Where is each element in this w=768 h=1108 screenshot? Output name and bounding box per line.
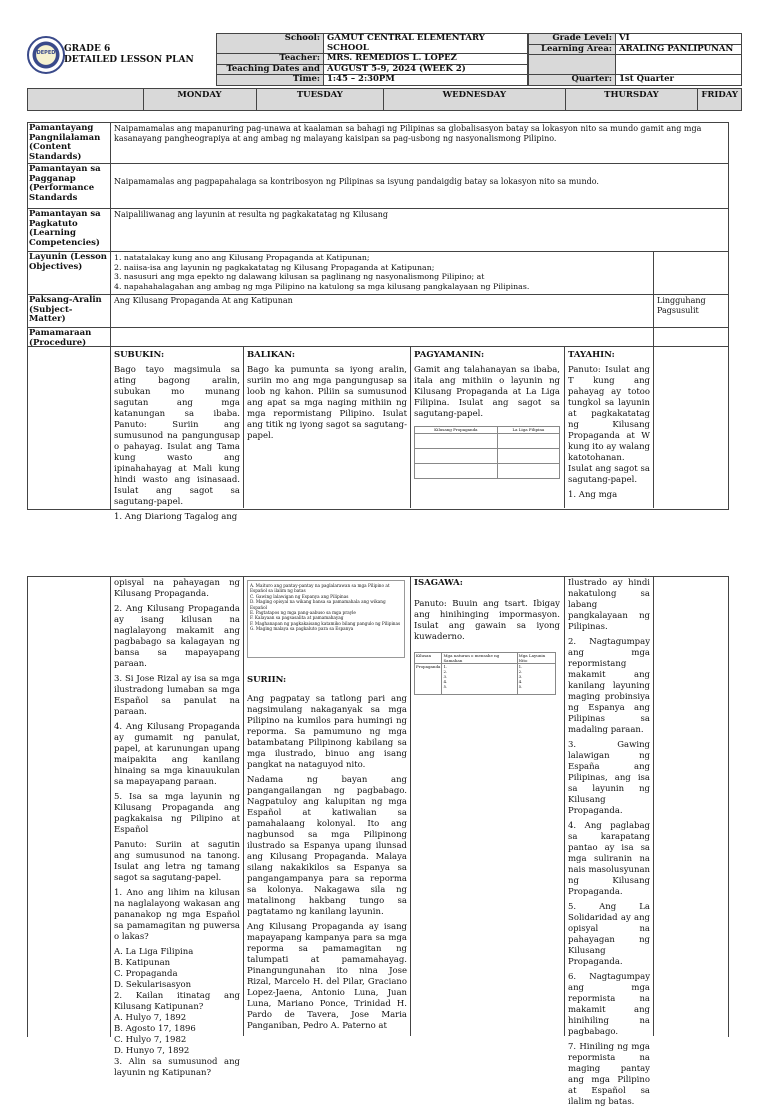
- grade-title: [64, 44, 194, 66]
- tuesday-balikan: [247, 350, 407, 506]
- tayahin-item: 3. Gawing lalawigan ng España ang Pilipinas, ang isa sa layunin ng Kilusang Propaganda.: [568, 740, 650, 816]
- isagawa-text: Panuto: Buuin ang tsart. Ibigay ang hinihinging impormasyon. Isulat ang gawain sa iyong kuwaderno.: [414, 599, 560, 642]
- grade-label: GRADE 6: [64, 44, 111, 54]
- school-label: School:: [217, 34, 324, 54]
- balikan-choice: E. Pagtatapos ng mga pang-aabuso sa mga prayle: [250, 610, 356, 616]
- choice: A. Hulyo 7, 1892: [114, 1013, 187, 1023]
- choice: C. Hulyo 7, 1982: [114, 1035, 187, 1045]
- time-label: Time:: [217, 75, 324, 86]
- balikan-choice: F. Maghanapan ng pagkakaisang katamiko bilang pangulo ng Pilipinas: [250, 620, 401, 626]
- thursday-tayahin: [568, 350, 650, 506]
- balikan-text: Bago ka pumunta sa iyong aralin, suriin mo ang mga pangungusap sa loob ng kahon. Piliin sa sumusunod ang apat sa mga naging mithiin ng mga repormistang Pilipino. Isulat ang titik ng iyong sagot sa sagutang-papel.: [247, 365, 407, 441]
- friday-quiz: Lingguhang Pagsusulit: [657, 296, 706, 315]
- time-value: 1:45 – 2:30PM: [324, 75, 528, 86]
- objective-item: 4. napahahalagahan ang ambag ng mga Pilipino na katulong sa mga kilusang pangkalayaan ng Pilipinas.: [114, 281, 530, 291]
- dates-label: Teaching Dates and: [217, 64, 324, 75]
- content-standards-text: Naipamamalas ang mapanuring pag-unawa at kaalaman sa bahagi ng Pilipinas sa globalisasyon batay sa lokasyon nito sa mundo gamit ang mga kasanayang pangheograpiya at ang ambag ng malayang kaisipan sa pag-usbong ng nasyonalismong Pilipino.: [114, 124, 702, 143]
- choice: C. Propaganda: [114, 969, 178, 979]
- pag-col-liga: La Liga Filipina: [497, 427, 559, 434]
- choice: B. Katipunan: [114, 958, 171, 968]
- question: 3. Alin sa sumusunod ang layunin ng Katipunan?: [114, 1057, 240, 1078]
- grade-level-label: Grade Level:: [529, 34, 616, 45]
- tuesday-suriin: [247, 675, 407, 1031]
- isagawa-col: Mga naturan o mensahe ng Samahan: [442, 653, 517, 664]
- procedure-label: Pamamaraan (Procedure): [29, 328, 92, 348]
- balikan-choice: A. Maituro ang pantay-pantay na paglalarawan sa mga Pilipino at Español sa ilalim ng batas: [250, 583, 390, 594]
- area-label: Learning Area:: [529, 44, 616, 55]
- question: 2. Kailan itinatag ang Kilusang Katipunan?: [114, 991, 240, 1012]
- competencies-label: Pamantayan sa Pagkatuto (Learning Competencies): [29, 209, 101, 248]
- isagawa-table: Kilusan Mga naturan o mensahe ng Samahan Mga Layunin Nito Propaganda 1. 2. 3. 4. 5. 1. 2. 3. 4. 5.: [414, 652, 556, 695]
- choice: A. La Liga Filipina: [114, 947, 194, 957]
- choice: D. Hunyo 7, 1892: [114, 1046, 190, 1056]
- day-monday: MONDAY: [143, 89, 256, 111]
- objective-item: 2. naiisa-isa ang layunin ng pagkakatatag ng Kilusang Propaganda at Katipunan;: [114, 262, 435, 272]
- suriin-text: Ang Kilusang Propaganda ay isang mapayapang kampanya para sa mga reporma sa pamamagitan ng talumpati at pamamahayag. Pinangungunahan ito nina Jose Rizal, Marcelo H. del Pilar, Graciano Lopez-Jaena, Antonio Luna, Juan Luna, Mariano Ponce, Trinidad H. Pardo de Tavera, Jose Maria Panganiban, Pedro A. Paterno at: [247, 922, 407, 1031]
- area-value: ARALING PANLIPUNAN: [616, 44, 742, 55]
- thursday-page2: [568, 578, 650, 1107]
- quarter-label: Quarter:: [529, 75, 616, 86]
- quarter-value: 1st Quarter: [616, 75, 742, 86]
- balikan-choices-box: [247, 580, 405, 658]
- school-value: GAMUT CENTRAL ELEMENTARY SCHOOL: [324, 34, 528, 54]
- pagyamanin-text: Gamit ang talahanayan sa ibaba, itala ang mithiin o layunin ng Kilusang Propaganda at La Liga Filipina. Isulat ang sagot sa sagutang-papel.: [414, 365, 560, 419]
- tayahin-item: 1. Ang mga: [568, 490, 618, 500]
- grade-level-value: VI: [616, 34, 742, 45]
- subukin-item: 1. Ang Diariong Tagalog ang: [114, 512, 238, 522]
- objectives-list: [114, 253, 650, 291]
- choice: B. Agosto 17, 1896: [114, 1024, 196, 1034]
- tayahin-item: 2. Nagtagumpay ang mga repormistang makamit ang kanilang layuning maging probinsiya ng Espanya ang Pilipinas sa madaling paraan.: [568, 637, 650, 735]
- content-standards-label: Pamantayang Pangnilalaman (Content Standards): [29, 123, 101, 162]
- subukin-text: Bago tayo magsimula sa ating bagong aralin, subukan mo munang sagutan ang mga katanungan sa ibaba. Panuto: Suriin ang sumusunod na pangungusap o pahayag. Isulat ang Tama kung wasto ang ipinahahayag at Mali kung hindi wasto ang isinasaad. Isulat ang sagot sa sagutang-papel.: [114, 365, 240, 507]
- p2-text: 1. Ano ang lihim na kilusan na naglalayong wakasan ang pananakop ng mga Español sa pamamagitan ng puwersa o lakas?: [114, 888, 240, 942]
- day-wednesday: WEDNESDAY: [384, 89, 565, 111]
- pagyamanin-table: [414, 426, 560, 479]
- balikan-choice: C. Gawing lalawigan ng Espanya ang Pilipinas: [250, 593, 349, 599]
- performance-standards-label: Pamantayan sa Pagganap (Performance Standards: [29, 164, 101, 203]
- balikan-choice: F. Kalayaan sa pagsasalita at pamamahayag: [250, 615, 344, 621]
- p2-text: 5. Isa sa mga layunin ng Kilusang Propaganda ang pagkakaisa ng Pilipino at Español: [114, 792, 240, 835]
- p2-text: Panuto: Suriin at sagutin ang sumusunod na tanong. Isulat ang letra ng tamang sagot sa sagutang-papel.: [114, 840, 240, 883]
- subukin-title: SUBUKIN:: [114, 350, 165, 360]
- logo-text: DEPED: [36, 50, 56, 56]
- p2-text: 3. Si Jose Rizal ay isa sa mga ilustradong lumaban sa mga Español sa panulat na paraan.: [114, 674, 240, 717]
- isagawa-col: Kilusan: [415, 653, 442, 664]
- balikan-title: BALIKAN:: [247, 350, 295, 360]
- isagawa-col: Mga Layunin Nito: [517, 653, 555, 664]
- performance-standards-text: Naipamamalas ang pagpapahalaga sa kontribosyon ng Pilipinas sa isyung pandaigdig batay sa lokasyon nito sa mundo.: [114, 177, 599, 186]
- header-info-table: [216, 33, 528, 86]
- choice: D. Sekularisasyon: [114, 980, 192, 990]
- isagawa-row: Propaganda: [415, 664, 442, 695]
- day-tuesday: TUESDAY: [256, 89, 384, 111]
- tayahin-item: 6. Nagtagumpay ang mga repormista na makamit ang hinihiling na pagbabago.: [568, 972, 650, 1037]
- tayahin-item: 7. Hiniling ng mga repormista na maging pantay ang mga Pilipino at Español sa ilalim ng batas.: [568, 1042, 650, 1107]
- competencies-text: Naipaliliwanag ang layunin at resulta ng pagkakatatag ng Kilusang: [114, 210, 388, 219]
- day-friday: FRIDAY: [698, 89, 742, 111]
- days-row: [27, 88, 742, 111]
- pagyamanin-title: PAGYAMANIN:: [414, 350, 485, 360]
- wednesday-pagyamanin: [414, 350, 560, 506]
- teacher-label: Teacher:: [217, 54, 324, 65]
- objective-item: 1. natatalakay kung ano ang Kilusang Propaganda at Katipunan;: [114, 253, 370, 262]
- isagawa-title: ISAGAWA:: [414, 578, 463, 588]
- day-thursday: THURSDAY: [565, 89, 698, 111]
- p2-text: 2. Ang Kilusang Propaganda ay isang kilusan na naglalayong makamit ang pagbabago sa kalagayan ng bansa sa mapayapang paraan.: [114, 604, 240, 669]
- plan-label: DETAILED LESSON PLAN: [64, 55, 194, 65]
- balikan-choice: G. Maging malaya sa pagkaluto para sa Espanya: [250, 626, 354, 632]
- dates-value: AUGUST 5-9, 2024 (WEEK 2): [324, 64, 528, 75]
- tayahin-item: 4. Ang paglabag sa karapatang pantao ay isa sa mga suliranin na nais masolusyunan ng Kilusang Propaganda.: [568, 821, 650, 897]
- suriin-text: Ang pagpatay sa tatlong pari ang nagsimulang nakaganyak sa mga Pilipino na kumilos para humingi ng reporma. Sa pamumuno ng mga batambatang Pilipinong kabilang sa mga ilustrado, binuo ang isang pangkat na nataguyod nito.: [247, 694, 407, 770]
- p2-text: 4. Ang Kilusang Propaganda ay gumamit ng panulat, papel, at karunungan upang maipakita ang kanilang hinaing sa mga kinauukulan sa mapayapang paraan.: [114, 722, 240, 787]
- tayahin-text: Panuto: Isulat ang T kung ang pahayag ay totoo tungkol sa layunin at pagkakatatag ng Kilusang Propaganda at W kung ito ay walang katotohanan. Isulat ang sagot sa sagutang-papel.: [568, 365, 650, 485]
- deped-logo: [27, 36, 65, 74]
- subject-matter-label: Paksang-Aralin (Subject-Matter): [29, 295, 102, 324]
- suriin-text: Nadama ng bayan ang pangangailangan ng pagbabago. Nagpatuloy ang kalupitan ng mga Español at katiwalian sa pamahalaang kolonyal. Ito ang nagbunsod sa mga Pilipinong ilustrado sa Espanya upang ilunsad ang Kilusang Propaganda. Malaya silang nakakikilos sa Espanya sa pangangampanya para sa reporma sa kolonya. Nakagawa sila ng matalinong hakbang tungo sa pagtatamo ng kanilang layunin.: [247, 775, 407, 917]
- tayahin-item: Ilustrado ay hindi nakatulong sa labang pangkalayaan ng Pilipinas.: [568, 578, 650, 632]
- teacher-value: MRS. REMEDIOS L. LOPEZ: [324, 54, 528, 65]
- monday-subukin: [114, 350, 240, 522]
- monday-page2: [114, 578, 240, 1078]
- objective-item: 3. nasusuri ang mga epekto ng dalawang kilusan sa paglinang ng nasyonalismong Pilipino; at: [114, 272, 485, 281]
- balikan-choice: D. Maging opisyal na wikang bansa sa pamamahala ang wikang Español: [250, 599, 386, 610]
- objectives-label: Layunin (Lesson Objectives): [29, 252, 107, 272]
- pag-col-propaganda: Kilusang Propaganda: [415, 427, 498, 434]
- tayahin-item: 5. Ang La Solidaridad ay ang opisyal na pahayagan ng Kilusang Propaganda.: [568, 902, 650, 967]
- suriin-title: SURIIN:: [247, 675, 287, 685]
- p2-text: opisyal na pahayagan ng Kilusang Propaganda.: [114, 578, 240, 599]
- header-grade-table: [528, 33, 742, 86]
- tayahin-title: TAYAHIN:: [568, 350, 615, 360]
- subject-matter-text: Ang Kilusang Propaganda At ang Katipunan: [114, 296, 293, 305]
